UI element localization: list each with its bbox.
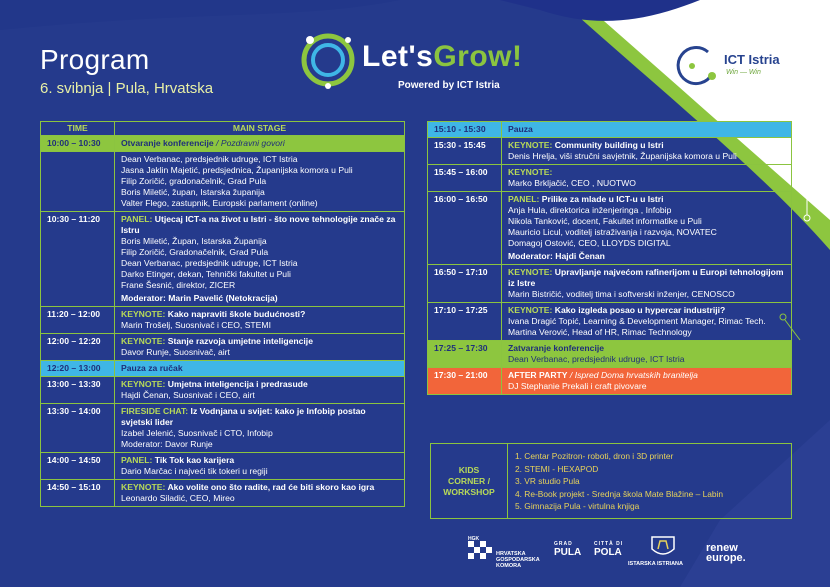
schedule-row [428, 165, 792, 192]
time-slot: 14:50 – 15:10 [41, 480, 115, 507]
session-title: Otvaranje konferencije / Pozdravni govori [121, 138, 285, 148]
speaker-line: Hajdi Čenan, Suosnivač i CEO, airt [121, 390, 255, 400]
time-slot: 14:00 – 14:50 [41, 453, 115, 480]
speaker-line: Boris Miletić, Župan, Istarska Županija [121, 236, 267, 246]
session-title: PANEL: Prilike za mlade u ICT-u u Istri [508, 194, 664, 204]
session-details [115, 212, 405, 307]
session-details [115, 136, 405, 152]
session-details [115, 361, 405, 377]
speaker-line: Leonardo Siladić, CEO, Mireo [121, 493, 235, 503]
schedule-row [41, 404, 405, 453]
citta-di-pola-logo: CITTÀ DI POLA [594, 541, 624, 558]
session-details [502, 303, 792, 341]
session-title: KEYNOTE: Community building u Istri [508, 140, 664, 150]
time-slot: 11:20 – 12:00 [41, 307, 115, 334]
hgk-logo [468, 535, 540, 570]
time-slot: 12:00 – 12:20 [41, 334, 115, 361]
session-details [115, 377, 405, 404]
time-slot [41, 152, 115, 212]
session-details [115, 152, 405, 212]
session-details [115, 404, 405, 453]
schedule-row [428, 303, 792, 341]
speaker-line: Nikola Tanković, docent, Fakultet informatike u Puli [508, 216, 702, 226]
speaker-line: Davor Runje, Suosnivač, airt [121, 347, 230, 357]
speaker-line: Dean Verbanac, predsjednik udruge, ICT Istria [508, 354, 685, 364]
kids-corner-list [515, 450, 723, 513]
schedule-row [428, 122, 792, 138]
svg-text:HGK: HGK [468, 536, 480, 542]
session-details [115, 480, 405, 507]
schedule-row [41, 136, 405, 152]
session-title: KEYNOTE: Stanje razvoja umjetne inteligencije [121, 336, 313, 346]
speaker-line: Ivana Dragić Topić, Learning & Development Manager, Rimac Tech. [508, 316, 766, 326]
session-details [502, 165, 792, 192]
time-slot: 16:00 – 16:50 [428, 192, 502, 265]
afternoon-schedule [427, 121, 792, 395]
main-stage-header: MAIN STAGE [115, 122, 405, 136]
speaker-line: Anja Hula, direktorica inženjeringa , Infobip [508, 205, 672, 215]
session-title: PANEL: Utjecaj ICT-a na život u Istri - što nove tehnologije znače za Istru [121, 214, 396, 235]
speaker-line: Domagoj Ostović, CEO, LLOYDS DIGITAL [508, 238, 671, 248]
session-title: KEYNOTE: Umjetna inteligencija i predrasude [121, 379, 308, 389]
session-details [502, 341, 792, 368]
time-slot: 17:10 – 17:25 [428, 303, 502, 341]
lets-grow-wordmark: Let'sGrow! [362, 40, 523, 73]
schedule-row [428, 341, 792, 368]
time-slot: 17:30 – 21:00 [428, 368, 502, 395]
list-item: 5. Gimnazija Pula - virtulna knjiga [515, 501, 640, 511]
speaker-line: Dario Marčac i najveći tik tokeri u regiji [121, 466, 268, 476]
time-slot: 17:25 – 17:30 [428, 341, 502, 368]
session-details [115, 307, 405, 334]
renew-europe-logo: renew europe. [706, 542, 746, 564]
schedule-row [428, 265, 792, 303]
time-slot: 15:10 - 15:30 [428, 122, 502, 138]
powered-by: Powered by ICT Istria [398, 80, 500, 91]
session-details [502, 265, 792, 303]
schedule-row [41, 212, 405, 307]
goat-crest-icon [648, 533, 678, 559]
event-date-location: 6. svibnja | Pula, Hrvatska [40, 80, 214, 97]
speaker-line: Marin Trošelj, Suosnivač i CEO, STEMI [121, 320, 271, 330]
main-stage-schedule [40, 121, 405, 507]
time-slot: 12:20 – 13:00 [41, 361, 115, 377]
session-title: KEYNOTE: Kako izgleda posao u hypercar industriji? [508, 305, 726, 315]
time-slot: 15:45 – 16:00 [428, 165, 502, 192]
list-item: 4. Re-Book projekt - Srednja škola Mate Blažine – Labin [515, 488, 724, 499]
speaker-line: Moderator: Davor Runje [121, 439, 213, 449]
list-item: 1. Centar Pozitron- roboti, dron i 3D printer [515, 451, 674, 461]
speaker-line: Denis Hrelja, viši stručni savjetnik, Županijska komora u Puli [508, 151, 737, 161]
speaker-line: Valter Flego, zastupnik, Europski parlament (online) [121, 198, 318, 208]
session-title: FIRESIDE CHAT: Iz Vodnjana u svijet: kako je Infobip postao svjetski lider [121, 406, 366, 427]
list-item: 2. STEMI - HEXAPOD [515, 463, 599, 474]
session-title: Zatvaranje konferencije [508, 343, 605, 353]
session-details [502, 368, 792, 395]
speaker-line: Dean Verbanac, predsjednik udruge, ICT Istria [121, 154, 298, 164]
session-details [115, 453, 405, 480]
session-title: KEYNOTE: [508, 167, 553, 177]
schedule-row [41, 453, 405, 480]
speaker-line: Filip Zoričić, Gradonačelnik, Grad Pula [121, 247, 269, 257]
kids-corner-label: KIDS CORNER / WORKSHOP [431, 444, 508, 518]
session-details [502, 192, 792, 265]
istarska-name: ISTARSKA ISTRIANA [628, 561, 684, 567]
schedule-row [428, 192, 792, 265]
page-title: Program [40, 44, 150, 75]
ict-istria-logo-icon [668, 40, 718, 90]
speaker-line: Frane Šesnić, direktor, ZICER [121, 280, 236, 290]
schedule-row [41, 334, 405, 361]
speaker-line: Marko Brkljačić, CEO , NUOTWO [508, 178, 636, 188]
ict-istria-tagline: Win — Win [726, 69, 761, 76]
speaker-line: Darko Etinger, dekan, Tehnički fakultet u Puli [121, 269, 291, 279]
speaker-line: Marin Bistričić, voditelj tima i softverski inženjer, CENOSCO [508, 289, 735, 299]
moderator-line: Moderator: Marin Pavelić (Netokracija) [121, 293, 278, 303]
lets-grow-logo-icon [298, 30, 358, 90]
schedule-row [41, 307, 405, 334]
schedule-row [41, 152, 405, 212]
speaker-line: Martina Verović, Head of HR, Rimac Technology [508, 327, 692, 337]
session-title: PANEL: Tik Tok kao karijera [121, 455, 235, 465]
time-slot: 13:00 – 13:30 [41, 377, 115, 404]
time-slot: 10:00 – 10:30 [41, 136, 115, 152]
speaker-line: Jasna Jaklin Majetić, predsjednica, Županijska komora u Puli [121, 165, 353, 175]
session-title: Pauza [508, 124, 533, 134]
speaker-line: Boris Miletić, župan, Istarska županija [121, 187, 265, 197]
time-slot: 13:30 – 14:00 [41, 404, 115, 453]
speaker-line: DJ Stephanie Prekali i craft pivovare [508, 381, 647, 391]
session-details [502, 138, 792, 165]
session-details [502, 122, 792, 138]
schedule-row [428, 368, 792, 395]
speaker-line: Filip Zoričić, gradonačelnik, Grad Pula [121, 176, 267, 186]
session-details [115, 334, 405, 361]
session-title: Pauza za ručak [121, 363, 183, 373]
kids-corner-box [430, 443, 792, 519]
time-slot: 10:30 – 11:20 [41, 212, 115, 307]
schedule-row [41, 480, 405, 507]
schedule-row [41, 361, 405, 377]
hgk-name: HRVATSKA GOSPODARSKA KOMORA [496, 551, 540, 569]
session-title: KEYNOTE: Kako napraviti škole budućnosti? [121, 309, 306, 319]
grad-pula-logo: GRAD PULA [554, 541, 582, 558]
time-slot: 16:50 – 17:10 [428, 265, 502, 303]
speaker-line: Izabel Jelenić, Suosnivač i CTO, Infobip [121, 428, 273, 438]
speaker-line: Dean Verbanac, predsjednik udruge, ICT Istria [121, 258, 298, 268]
time-header: TIME [41, 122, 115, 136]
ict-istria-logo [668, 40, 808, 90]
schedule-row [41, 377, 405, 404]
lets-grow-logo [298, 30, 538, 94]
speaker-line: Mauricio Licul, voditelj istraživanja i razvoja, NOVATEC [508, 227, 717, 237]
time-slot: 15:30 - 15:45 [428, 138, 502, 165]
session-title: AFTER PARTY / Ispred Doma hrvatskih branitelja [508, 370, 698, 380]
session-title: KEYNOTE: Ako volite ono što radite, rad će biti skoro kao igra [121, 482, 375, 492]
ict-istria-name: ICT Istria [724, 52, 780, 67]
schedule-row [428, 138, 792, 165]
partner-logos [468, 533, 808, 573]
hgk-checkerboard-icon [468, 535, 492, 565]
session-title: KEYNOTE: Upravljanje najvećom rafinerijom u Europi tehnologijom iz Istre [508, 267, 784, 288]
list-item: 3. VR studio Pula [515, 476, 580, 486]
moderator-line: Moderator: Hajdi Čenan [508, 251, 605, 261]
